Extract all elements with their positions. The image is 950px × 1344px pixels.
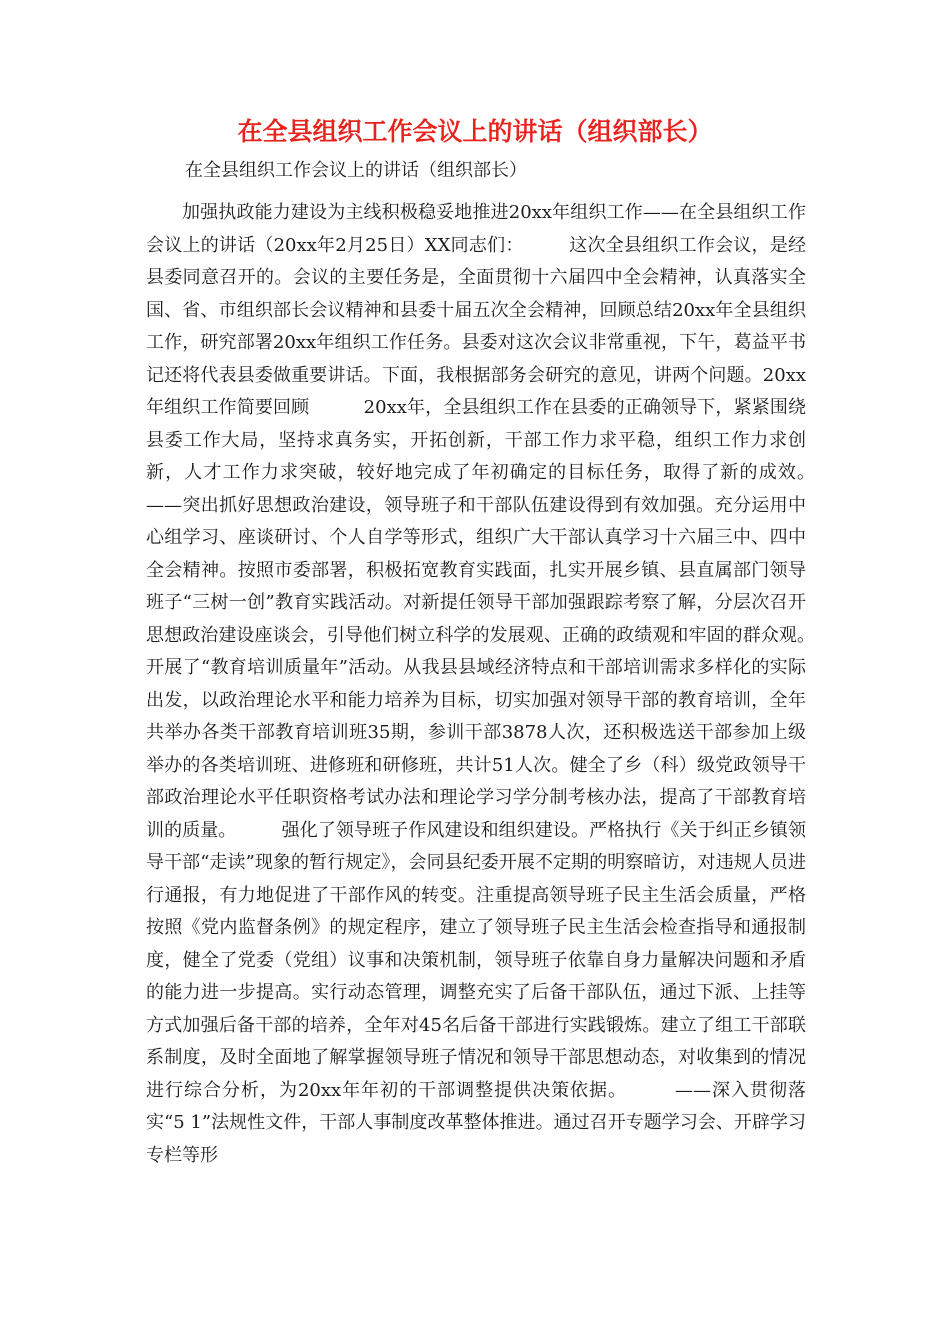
document-subtitle: 在全县组织工作会议上的讲话（组织部长） <box>185 160 527 181</box>
document-title: 在全县组织工作会议上的讲话（组织部长） <box>237 117 713 146</box>
document-body-paragraph: 加强执政能力建设为主线积极稳妥地推进20xx年组织工作——在全县组织工作会议上的讲话（20xx年2月25日）XX同志们： 这次全县组织工作会议，是经县委同意召开的。会议的主要任务是，全面贯彻十六届四中全会精神，认真落实全国、省、市组织部长会议精神和县委十届五次全会精神，回顾总结20xx年全县组织工作，研究部署20xx年组织工作任务。县委对这次会议非常重视，下午，葛益平书记还将代表县委做重要讲话。下面，我根据部务会研究的意见，讲两个问题。20xx年组织工作简要回顾 20xx年，全县组织工作在县委的正确领导下，紧紧围绕县委工作大局，坚持求真务实，开拓创新，干部工作力求平稳，组织工作力求创新，人才工作力求突破，较好地完成了年初确定的目标任务，取得了新的成效。 ——突出抓好思想政治建设，领导班子和干部队伍建设得到有效加强。充分运用中心组学习、座谈研讨、个人自学等形式，组织广大干部认真学习十六届三中、四中全会精神。按照市委部署，积极拓宽教育实践面，扎实开展乡镇、县直属部门领导班子“三树一创”教育实践活动。对新提任领导干部加强跟踪考察了解，分层次召开思想政治建设座谈会，引导他们树立科学的发展观、正确的政绩观和牢固的群众观。 开展了“教育培训质量年”活动。从我县县域经济特点和干部培训需求多样化的实际出发，以政治理论水平和能力培养为目标，切实加强对领导干部的教育培训，全年共举办各类干部教育培训班35期，参训干部3878人次，还积极选送干部参加上级举办的各类培训班、进修班和研修班，共计51人次。健全了乡（科）级党政领导干部政治理论水平任职资格考试办法和理论学习学分制考核办法，提高了干部教育培训的质量。 强化了领导班子作风建设和组织建设。严格执行《关于纠正乡镇领导干部“走读”现象的暂行规定》，会同县纪委开展不定期的明察暗访，对违规人员进行通报，有力地促进了干部作风的转变。注重提高领导班子民主生活会质量，严格按照《党内监督条例》的规定程序，建立了领导班子民主生活会检查指导和通报制度，健全了党委（党组）议事和决策机制，领导班子依靠自身力量解决问题和矛盾的能力进一步提高。实行动态管理，调整充实了后备干部队伍，通过下派、上挂等方式加强后备干部的培养，全年对45名后备干部进行实践锻炼。建立了组工干部联系制度，及时全面地了解掌握领导班子情况和领导干部思想动态，对收集到的情况进行综合分析，为20xx年年初的干部调整提供决策依据。 ——深入贯彻落实“5 1”法规性文件，干部人事制度改革整体推进。通过召开专题学习会、开辟学习专栏等形 <box>146 202 860 1166</box>
